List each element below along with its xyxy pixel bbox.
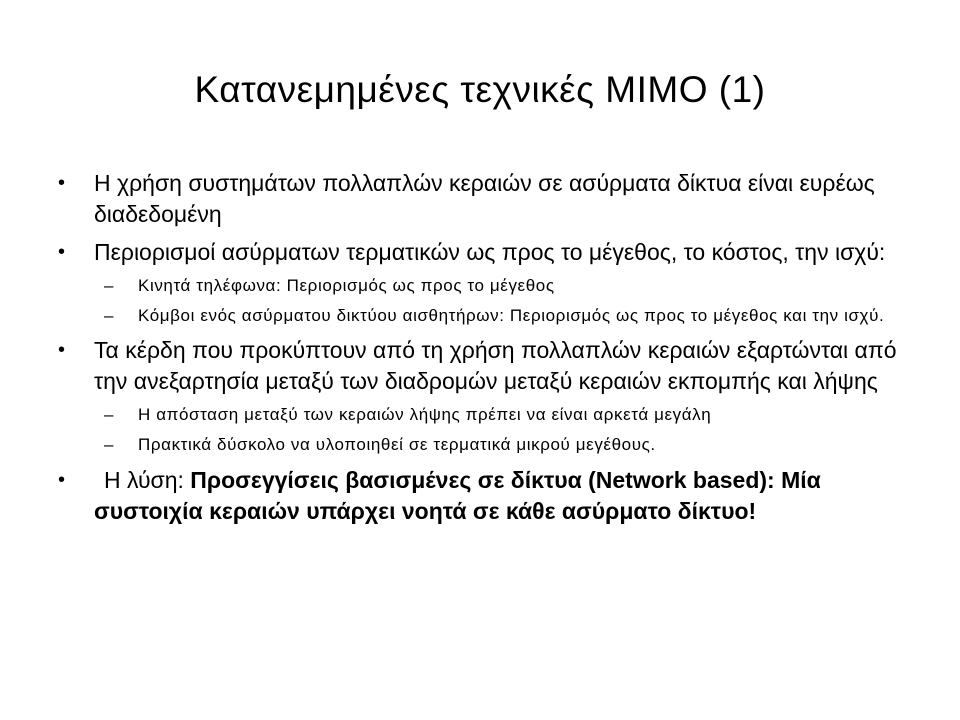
- solution-emphasis: Προσεγγίσεις βασισμένες σε δίκτυα (Network based): Μία συστοιχία κεραιών υπάρχει νοητά σε κάθε ασύρματο δίκτυο!: [94, 467, 821, 524]
- bullet-marker: •: [58, 469, 66, 491]
- bullet-marker: •: [58, 339, 66, 361]
- bullet-text: Περιορισμοί ασύρματων τερματικών ως προς το μέγεθος, το κόστος, την ισχύ:: [94, 239, 886, 265]
- sub-bullet-text: Κινητά τηλέφωνα: Περιορισμός ως προς το μέγεθος: [138, 276, 555, 295]
- bullet-list: [56, 168, 926, 527]
- solution-lead: Η λύση:: [104, 467, 191, 493]
- bullet-marker: •: [58, 172, 66, 194]
- dash-marker: –: [104, 405, 115, 424]
- sub-bullet-item: [56, 274, 926, 298]
- bullet-item: [56, 237, 926, 268]
- dash-marker: –: [104, 276, 115, 295]
- bullet-marker: •: [58, 241, 66, 263]
- slide-title: Κατανεμημένες τεχνικές ΜΙΜΟ (1): [194, 69, 766, 110]
- bullet-item: [56, 168, 926, 230]
- sub-bullet-text: Η απόσταση μεταξύ των κεραιών λήψης πρέπει να είναι αρκετά μεγάλη: [138, 405, 712, 424]
- dash-marker: –: [104, 306, 115, 325]
- sub-bullet-item: [56, 433, 926, 457]
- bullet-item: [56, 335, 926, 397]
- sub-bullet-text: Κόμβοι ενός ασύρματου δικτύου αισθητήρων: Περιορισμός ως προς το μέγεθος και την ισχύ.: [138, 306, 885, 325]
- dash-marker: –: [104, 435, 115, 454]
- bullet-text: Τα κέρδη που προκύπτουν από τη χρήση πολλαπλών κεραιών εξαρτώνται από την ανεξαρτησία μεταξύ των διαδρομών μεταξύ κεραιών εκπομπής και λήψης: [94, 337, 897, 394]
- bullet-text: Η χρήση συστημάτων πολλαπλών κεραιών σε ασύρματα δίκτυα είναι ευρέως διαδεδομένη: [94, 170, 875, 227]
- sub-bullet-item: [56, 403, 926, 427]
- sub-bullet-item: [56, 304, 926, 328]
- bullet-item: [56, 465, 926, 527]
- sub-bullet-text: Πρακτικά δύσκολο να υλοποιηθεί σε τερματικά μικρού μεγέθους.: [138, 435, 656, 454]
